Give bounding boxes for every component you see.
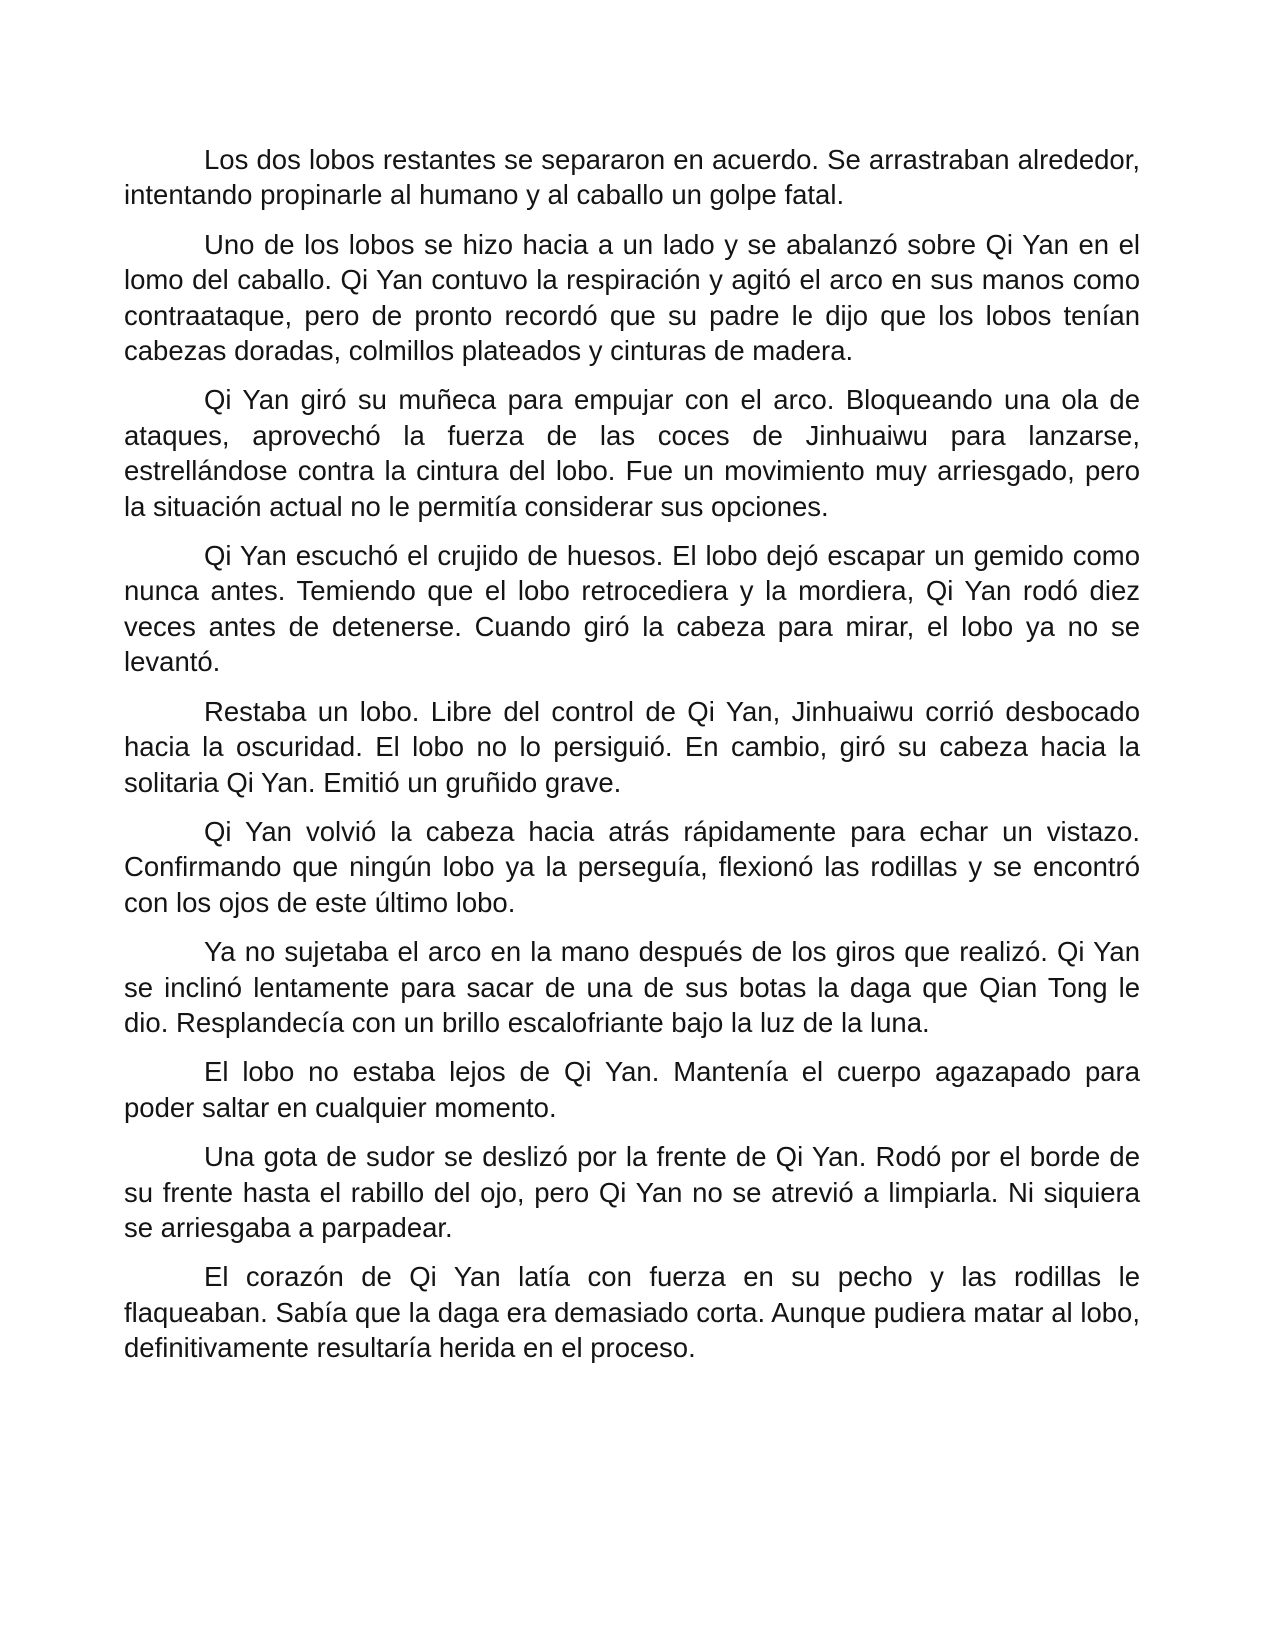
paragraph: Qi Yan giró su muñeca para empujar con el arco. Bloqueando una ola de ataques, aprovechó la fuerza de las coces de Jinhuaiwu para lanzarse, estrellándose contra la cintura del lobo. Fue un movimiento muy arriesgado, pero la situación actual no le permitía considerar sus opciones.	[124, 384, 1140, 522]
paragraph: Una gota de sudor se deslizó por la frente de Qi Yan. Rodó por el borde de su frente hasta el rabillo del ojo, pero Qi Yan no se atrevió a limpiarla. Ni siquiera se arriesgaba a parpadear.	[124, 1141, 1140, 1243]
document-page	[124, 142, 1140, 1380]
paragraph: Uno de los lobos se hizo hacia a un lado y se abalanzó sobre Qi Yan en el lomo del caballo. Qi Yan contuvo la respiración y agitó el arco en sus manos como contraataque, pero de pronto recordó que su padre le dijo que los lobos tenían cabezas doradas, colmillos plateados y cinturas de madera.	[124, 228, 1140, 367]
paragraph: Ya no sujetaba el arco en la mano después de los giros que realizó. Qi Yan se inclinó lentamente para sacar de una de sus botas la daga que Qian Tong le dio. Resplandecía con un brillo escalofriante bajo la luz de la luna.	[124, 936, 1140, 1038]
paragraph: Qi Yan escuchó el crujido de huesos. El lobo dejó escapar un gemido como nunca antes. Temiendo que el lobo retrocediera y la mordiera, Qi Yan rodó diez veces antes de detenerse. Cuando giró la cabeza para mirar, el lobo ya no se levantó.	[124, 540, 1140, 678]
paragraph: El corazón de Qi Yan latía con fuerza en su pecho y las rodillas le flaqueaban. Sabía que la daga era demasiado corta. Aunque pudiera matar al lobo, definitivamente resultaría herida en el proceso.	[124, 1261, 1140, 1364]
paragraph: El lobo no estaba lejos de Qi Yan. Mantenía el cuerpo agazapado para poder saltar en cualquier momento.	[124, 1056, 1140, 1123]
paragraph: Los dos lobos restantes se separaron en acuerdo. Se arrastraban alrededor, intentando propinarle al humano y al caballo un golpe fatal.	[124, 144, 1140, 211]
paragraph: Restaba un lobo. Libre del control de Qi Yan, Jinhuaiwu corrió desbocado hacia la oscuridad. El lobo no lo persiguió. En cambio, giró su cabeza hacia la solitaria Qi Yan. Emitió un gruñido grave.	[124, 695, 1140, 798]
paragraph: Qi Yan volvió la cabeza hacia atrás rápidamente para echar un vistazo. Confirmando que ningún lobo ya la perseguía, flexionó las rodillas y se encontró con los ojos de este último lobo.	[124, 815, 1140, 918]
